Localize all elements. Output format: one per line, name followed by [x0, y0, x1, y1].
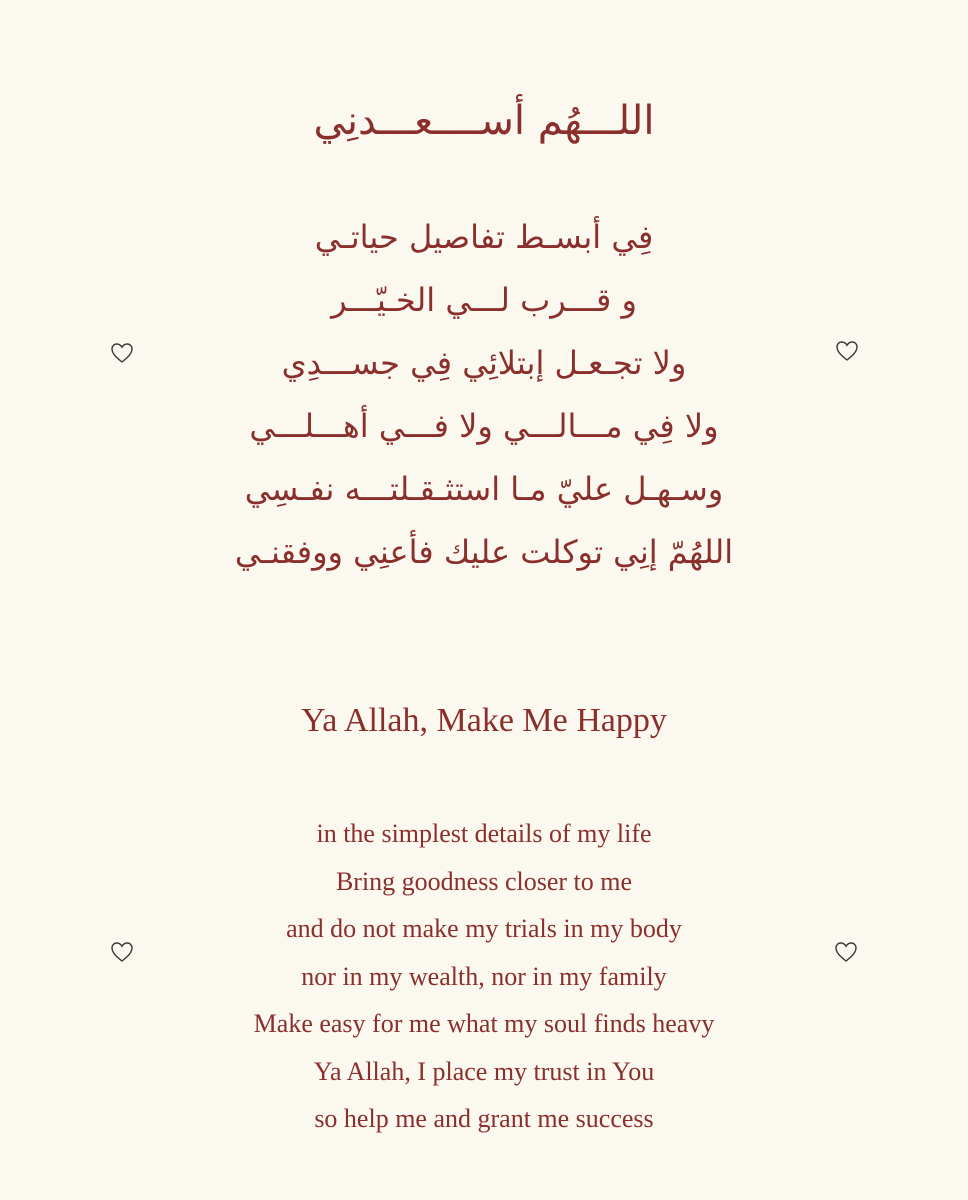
- english-line: so help me and grant me success: [314, 1104, 654, 1133]
- arabic-line: وسـهـل عليّ مـا استثـقـلتـــه نفـسِي: [244, 470, 724, 508]
- english-line: nor in my wealth, nor in my family: [301, 961, 667, 991]
- arabic-line: ولا تجـعـل إبتلائِي فِي جســـدِي: [281, 344, 687, 382]
- arabic-line: اللهُمّ إنِي توكلت عليك فأعنِي ووفقنـي: [234, 533, 734, 571]
- english-verse: [0, 810, 968, 1143]
- heart-outline-icon: [110, 940, 134, 964]
- arabic-line: ولا فِي مـــالـــي ولا فـــي أهـــلـــي: [249, 407, 719, 445]
- heart-outline-icon: [835, 339, 859, 363]
- arabic-verse: [0, 206, 968, 584]
- english-title: Ya Allah, Make Me Happy: [301, 702, 667, 739]
- arabic-title: اللـــهُم أســــعـــدنِي: [313, 98, 655, 144]
- english-line: Ya Allah, I place my trust in You: [313, 1056, 655, 1086]
- english-line: and do not make my trials in my body: [286, 914, 682, 943]
- english-line: in the simplest details of my life: [316, 819, 652, 848]
- heart-outline-icon: [110, 341, 134, 365]
- heart-outline-icon: [834, 940, 858, 964]
- english-line: Bring goodness closer to me: [335, 866, 633, 896]
- arabic-line: و قـــرب لـــي الخـيّـــر: [331, 281, 637, 319]
- english-line: Make easy for me what my soul finds heavy: [253, 1009, 715, 1038]
- arabic-line: فِي أبسـط تفاصيل حياتـي: [314, 218, 654, 256]
